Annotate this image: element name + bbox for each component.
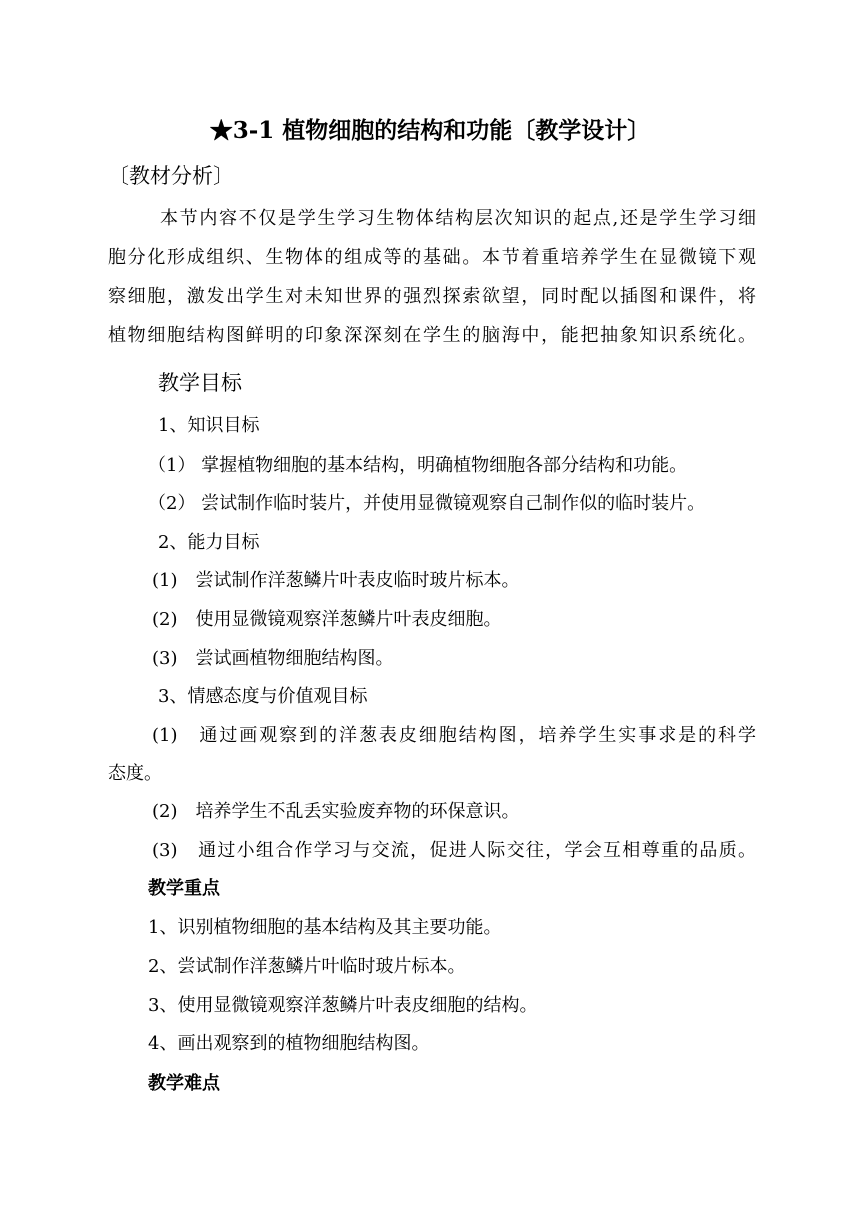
knowledge-heading: 1、知识目标 bbox=[158, 415, 260, 436]
emotion-item-1-line-2: 态度。 bbox=[108, 763, 162, 784]
key-point-1: 1、识别植物细胞的基本结构及其主要功能。 bbox=[148, 917, 502, 938]
emotion-item-3: (3) 通过小组合作学习与交流，促进人际交往，学会互相尊重的品质。 bbox=[152, 840, 756, 861]
material-line-1: 本节内容不仅是学生学习生物体结构层次知识的起点,还是学生学习细 bbox=[160, 208, 756, 229]
emotion-heading: 3、情感态度与价值观目标 bbox=[158, 686, 368, 707]
ability-item-2: (2) 使用显微镜观察洋葱鳞片叶表皮细胞。 bbox=[152, 609, 502, 630]
emotion-item-2: (2) 培养学生不乱丢实验废弃物的环保意识。 bbox=[152, 801, 520, 822]
page-title: ★3-1 植物细胞的结构和功能〔教学设计〕 bbox=[209, 117, 651, 144]
emotion-item-1-line-1: (1) 通过画观察到的洋葱表皮细胞结构图，培养学生实事求是的科学 bbox=[152, 725, 756, 746]
key-point-3: 3、使用显微镜观察洋葱鳞片叶表皮细胞的结构。 bbox=[148, 995, 538, 1016]
material-line-2: 胞分化形成组织、生物体的组成等的基础。本节着重培养学生在显微镜下观 bbox=[108, 247, 756, 268]
key-point-4: 4、画出观察到的植物细胞结构图。 bbox=[148, 1033, 430, 1054]
material-line-3: 察细胞，激发出学生对未知世界的强烈探索欲望，同时配以插图和课件，将 bbox=[108, 286, 756, 307]
key-point-2: 2、尝试制作洋葱鳞片叶临时玻片标本。 bbox=[148, 956, 466, 977]
knowledge-item-2: （2） 尝试制作临时装片，并使用显微镜观察自己制作似的临时装片。 bbox=[148, 493, 706, 514]
material-heading: 〔教材分析〕 bbox=[108, 164, 234, 188]
difficult-heading: 教学难点 bbox=[148, 1073, 220, 1094]
ability-item-3: (3) 尝试画植物细胞结构图。 bbox=[152, 648, 394, 669]
objectives-heading: 教学目标 bbox=[158, 371, 242, 395]
key-points-heading: 教学重点 bbox=[148, 878, 220, 899]
ability-item-1: (1) 尝试制作洋葱鳞片叶表皮临时玻片标本。 bbox=[152, 570, 520, 591]
ability-heading: 2、能力目标 bbox=[158, 532, 260, 553]
material-line-4: 植物细胞结构图鲜明的印象深深刻在学生的脑海中，能把抽象知识系统化。 bbox=[108, 325, 756, 346]
knowledge-item-1: （1） 掌握植物细胞的基本结构，明确植物细胞各部分结构和功能。 bbox=[148, 455, 688, 476]
